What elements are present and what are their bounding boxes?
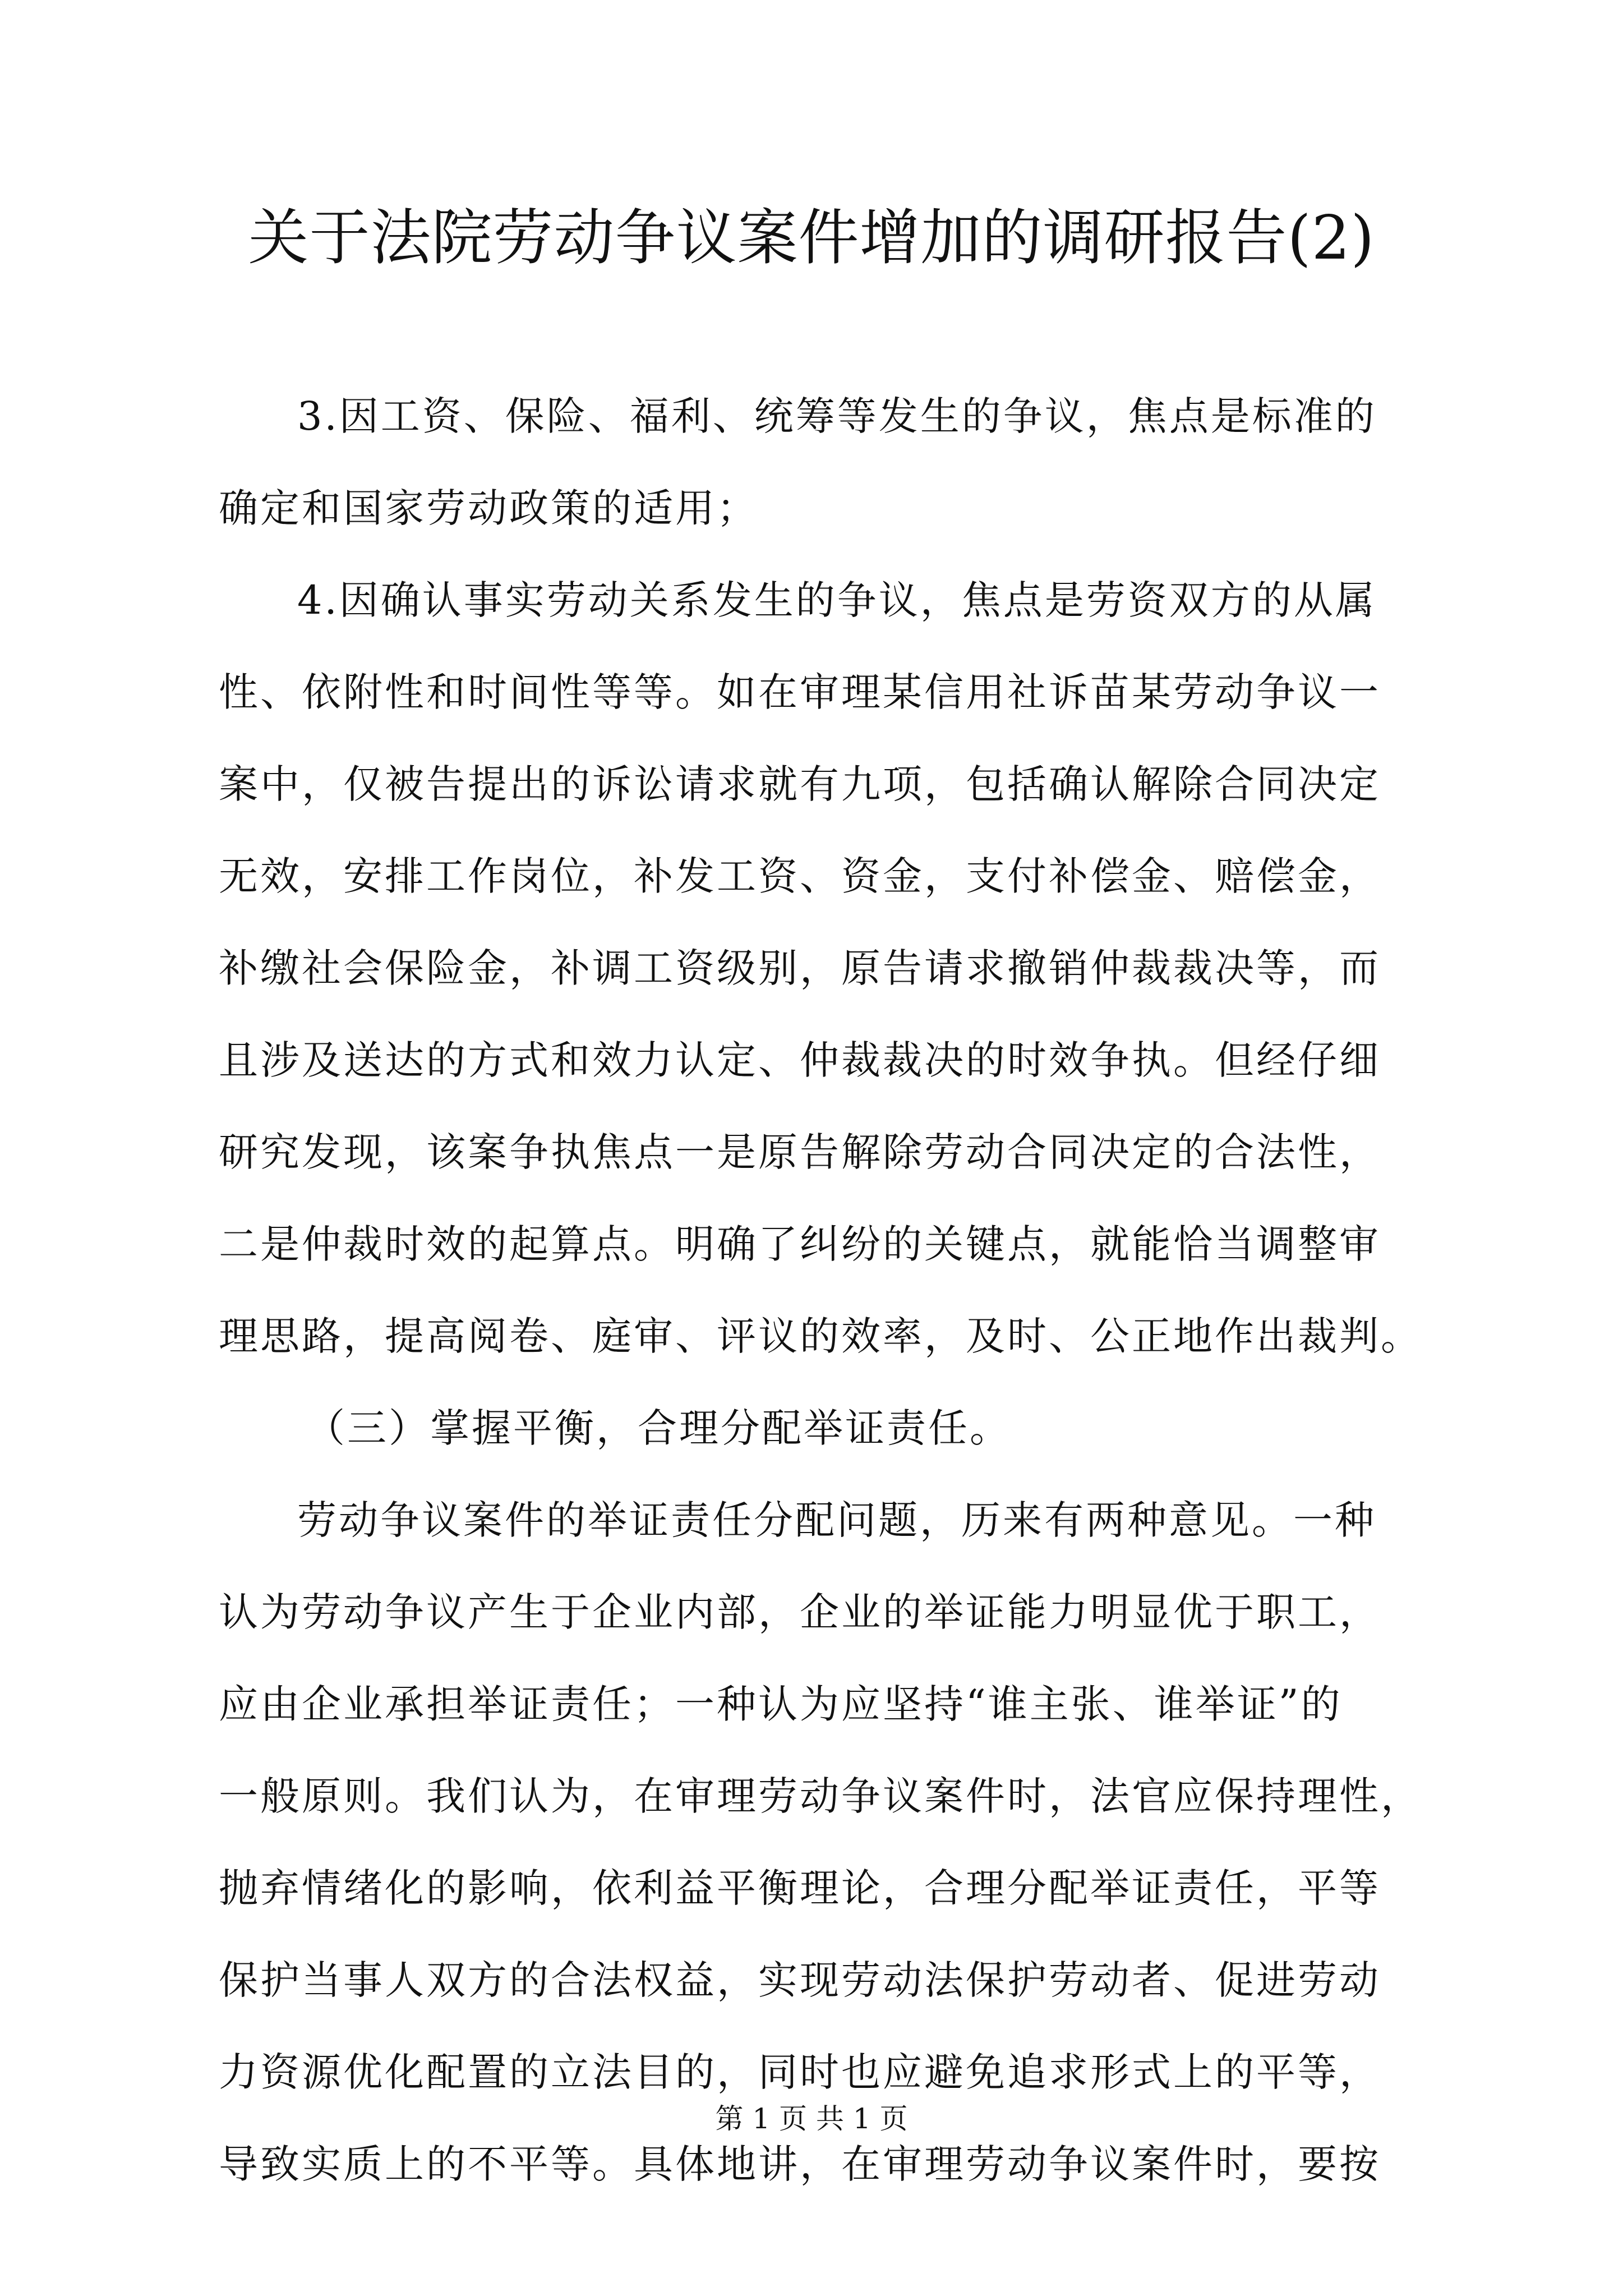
paragraph-line: 研究发现，该案争执焦点一是原告解除劳动合同决定的合法性， <box>219 1129 1381 1175</box>
paragraph-line: 保护当事人双方的合法权益，实现劳动法保护劳动者、促进劳动 <box>219 1957 1381 2003</box>
paragraph-line: 补缴社会保险金，补调工资级别，原告请求撤销仲裁裁决等，而 <box>219 945 1381 991</box>
paragraph-line: 二是仲裁时效的起算点。明确了纠纷的关键点，就能恰当调整审 <box>219 1221 1381 1267</box>
paragraph-line: 一般原则。我们认为，在审理劳动争议案件时，法官应保持理性， <box>219 1773 1422 1819</box>
paragraph-line: 劳动争议案件的举证责任分配问题，历来有两种意见。一种 <box>297 1497 1376 1543</box>
section-heading: （三）掌握平衡，合理分配举证责任。 <box>306 1405 1011 1451</box>
document-body <box>219 370 1422 2210</box>
page-footer: 第 1 页 共 1 页 <box>715 2102 908 2135</box>
paragraph-line: 抛弃情绪化的影响，依利益平衡理论，合理分配举证责任，平等 <box>219 1865 1381 1911</box>
paragraph-line: 导致实质上的不平等。具体地讲，在审理劳动争议案件时，要按 <box>219 2141 1381 2187</box>
paragraph-line: 4.因确认事实劳动关系发生的争议，焦点是劳资双方的从属 <box>297 577 1377 623</box>
paragraph-line: 3.因工资、保险、福利、统筹等发生的争议，焦点是标准的 <box>297 393 1377 439</box>
paragraph-line: 理思路，提高阅卷、庭审、评议的效率，及时、公正地作出裁判。 <box>219 1313 1422 1359</box>
paragraph-line: 确定和国家劳动政策的适用； <box>219 485 758 531</box>
paragraph-line: 性、依附性和时间性等等。如在审理某信用社诉苗某劳动争议一 <box>219 669 1381 715</box>
paragraph-line: 认为劳动争议产生于企业内部，企业的举证能力明显优于职工， <box>219 1589 1381 1635</box>
paragraph-line: 力资源优化配置的立法目的，同时也应避免追求形式上的平等， <box>219 2049 1381 2095</box>
paragraph-line: 应由企业承担举证责任；一种认为应坚持“谁主张、谁举证”的 <box>219 1681 1343 1727</box>
paragraph-line: 案中，仅被告提出的诉讼请求就有九项，包括确认解除合同决定 <box>219 761 1381 807</box>
paragraph-line: 无效，安排工作岗位，补发工资、资金，支付补偿金、赔偿金， <box>219 853 1381 899</box>
document-title: 关于法院劳动争议案件增加的调研报告(2) <box>248 203 1375 273</box>
paragraph-line: 且涉及送达的方式和效力认定、仲裁裁决的时效争执。但经仔细 <box>219 1037 1381 1083</box>
